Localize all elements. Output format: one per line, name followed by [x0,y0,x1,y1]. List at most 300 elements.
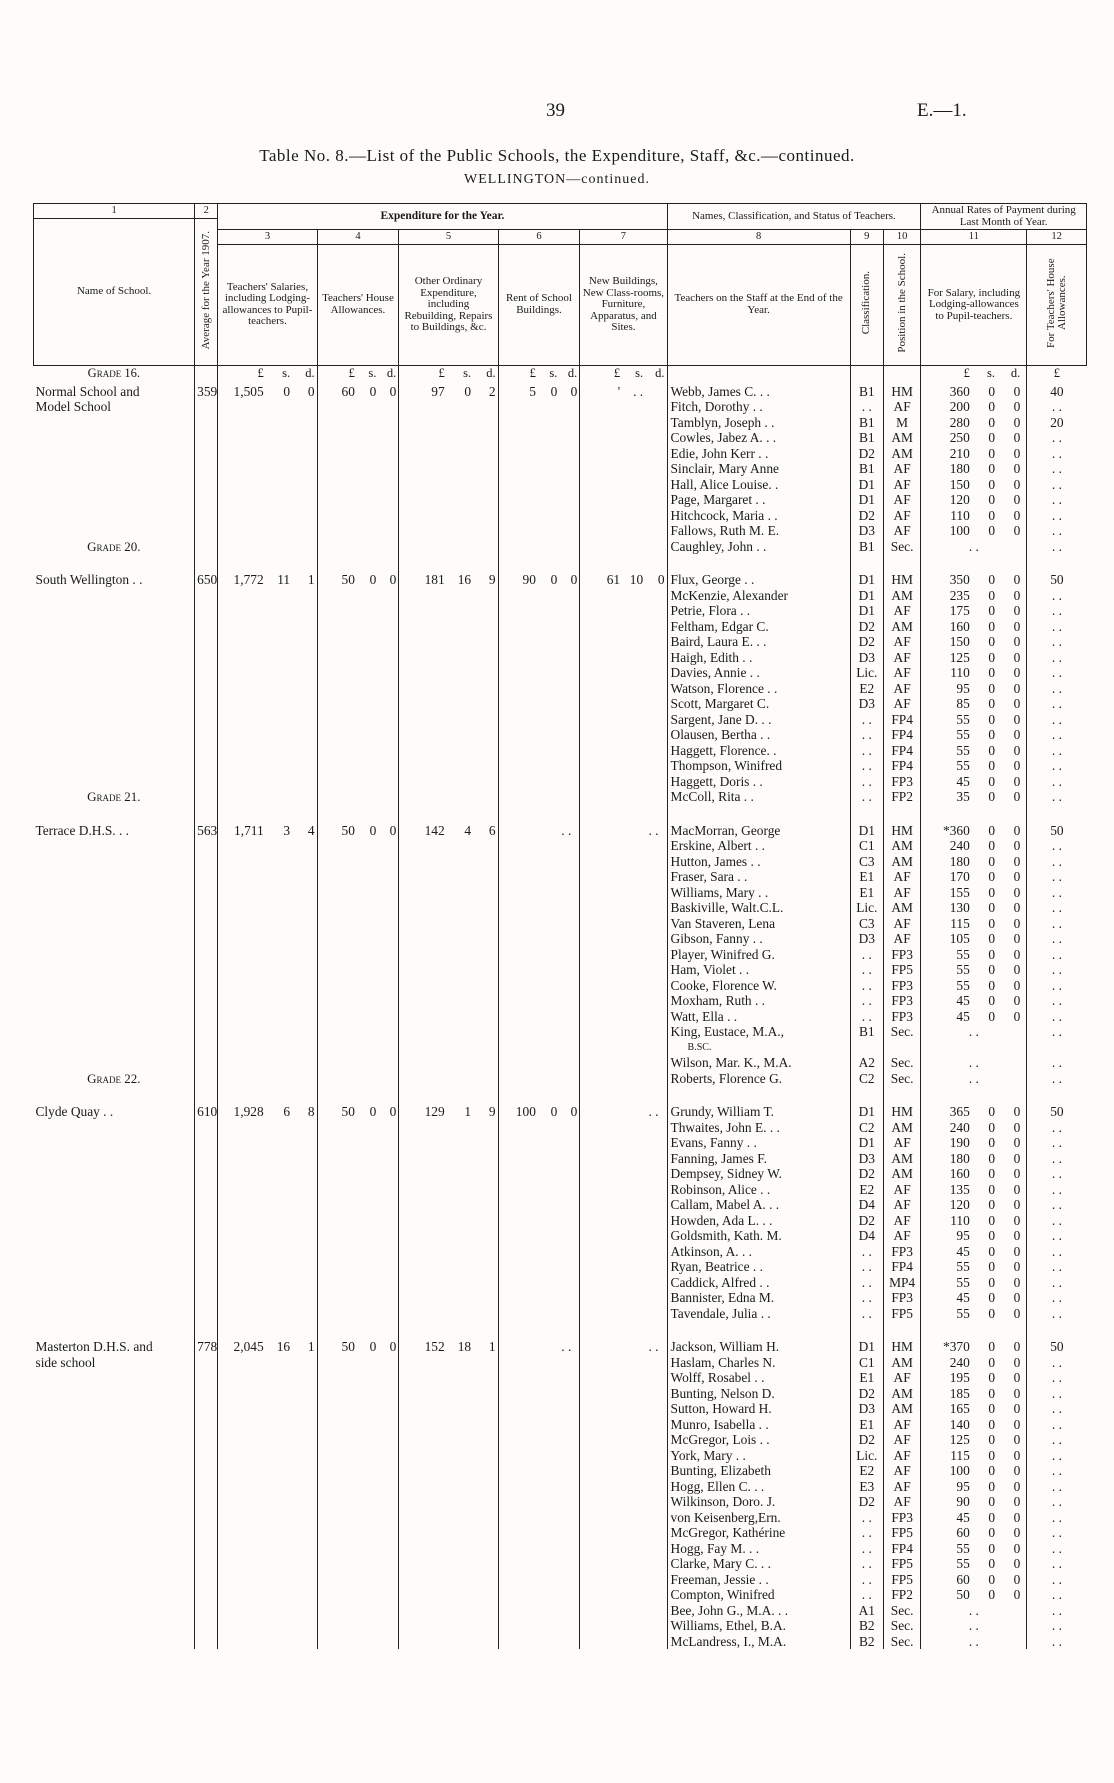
new-buildings-amount [580,1417,667,1433]
teacher-position: AF [883,1479,921,1495]
salary-rate: 110 0 0 [921,665,1027,681]
teacher-position: AF [883,461,921,477]
salaries-amount [218,743,317,759]
other-expenditure-amount [399,1618,498,1634]
school-name [34,1618,195,1634]
teacher-position: FP3 [883,1510,921,1526]
school-name [34,1151,195,1167]
table-row [34,508,1087,524]
teacher-classification: D3 [850,931,883,947]
salaries-amount [218,681,317,697]
rent-amount [498,1024,580,1040]
new-buildings-amount [580,1024,667,1040]
school-name [34,758,195,774]
house-allowance-rate: . . [1027,931,1087,947]
house-allowance-rate: . . [1027,758,1087,774]
teacher-name: Jackson, William H. [667,1339,850,1355]
table-row [34,1417,1087,1433]
house-allowance-amount [317,1634,399,1650]
table-row [34,727,1087,743]
salaries-amount [218,962,317,978]
average-attendance [195,461,218,477]
table-row [34,665,1087,681]
teacher-classification: D3 [850,1151,883,1167]
other-expenditure-amount [399,650,498,666]
new-buildings-amount [580,1135,667,1151]
average-attendance [195,415,218,431]
average-attendance [195,619,218,635]
col-7-number: 7 [580,230,667,245]
house-allowance-amount [317,900,399,916]
salaries-amount [218,931,317,947]
house-allowance-amount [317,1370,399,1386]
teacher-position: AF [883,650,921,666]
house-allowance-rate: . . [1027,1024,1087,1040]
salaries-amount [218,947,317,963]
house-allowance-amount [317,1197,399,1213]
house-allowance-rate: . . [1027,1071,1087,1087]
school-name [34,1525,195,1541]
salary-rate: 250 0 0 [921,430,1027,446]
house-allowance-amount [317,1290,399,1306]
new-buildings-header: New Buildings, New Class-rooms, Furniture, Apparatus, and Sites. [580,245,667,366]
new-buildings-amount: . . [580,1104,667,1120]
salary-rate: . . [921,1024,1027,1040]
teacher-position: FP3 [883,1290,921,1306]
other-expenditure-amount [399,1541,498,1557]
rent-amount [498,962,580,978]
average-attendance [195,1120,218,1136]
salary-rate: 240 0 0 [921,1120,1027,1136]
house-allowance-amount [317,492,399,508]
average-attendance [195,477,218,493]
table-row [34,1213,1087,1229]
teacher-classification: . . [850,1572,883,1588]
average-attendance [195,1182,218,1198]
average-attendance [195,1603,218,1619]
teacher-position: AM [883,1355,921,1371]
salaries-amount [218,1135,317,1151]
salaries-amount [218,415,317,431]
other-expenditure-amount [399,1244,498,1260]
rent-amount [498,885,580,901]
table-row [34,885,1087,901]
average-attendance [195,1479,218,1495]
salary-rate: 170 0 0 [921,869,1027,885]
school-name [34,947,195,963]
average-header: Average for the Year 1907. [195,219,218,366]
teacher-classification: . . [850,789,883,805]
school-name [34,1135,195,1151]
teacher-name: Wilson, Mar. K., M.A. [667,1055,850,1071]
rent-amount [498,1448,580,1464]
average-attendance [195,1525,218,1541]
teacher-position: FP2 [883,789,921,805]
new-buildings-amount [580,743,667,759]
table-row [34,1510,1087,1526]
salaries-amount [218,900,317,916]
rent-amount [498,1244,580,1260]
house-allowance-amount [317,1166,399,1182]
teacher-classification: A2 [850,1055,883,1071]
table-body [34,365,1087,1649]
other-expenditure-amount [399,415,498,431]
average-attendance [195,492,218,508]
teacher-classification: . . [850,947,883,963]
rent-amount [498,1618,580,1634]
house-allowance-amount [317,774,399,790]
house-allowance-amount [317,1401,399,1417]
other-expenditure-amount [399,774,498,790]
house-allowance-rate: . . [1027,838,1087,854]
teacher-position: FP3 [883,993,921,1009]
school-name [34,588,195,604]
teacher-position: AF [883,1197,921,1213]
average-attendance [195,508,218,524]
table-row [34,869,1087,885]
teacher-name: Thompson, Winifred [667,758,850,774]
teacher-name: Callam, Mabel A. . . [667,1197,850,1213]
rent-amount [498,869,580,885]
salary-rate: 195 0 0 [921,1370,1027,1386]
salary-rate: 95 0 0 [921,1479,1027,1495]
teacher-classification: . . [850,1009,883,1025]
salaries-amount [218,588,317,604]
teacher-classification: D1 [850,477,883,493]
teacher-name: Fitch, Dorothy . . [667,399,850,415]
table-row [34,1024,1087,1040]
salary-rate: 95 0 0 [921,1228,1027,1244]
teacher-name: Davies, Annie . . [667,665,850,681]
other-expenditure-amount [399,539,498,555]
salaries-amount [218,1244,317,1260]
grade-label: Grade 22. [34,1071,195,1087]
teacher-classification: D1 [850,588,883,604]
teacher-name: Baskiville, Walt.C.L. [667,900,850,916]
new-buildings-amount [580,1166,667,1182]
average-attendance [195,1055,218,1071]
table-title: Table No. 8.—List of the Public Schools, the Expenditure, Staff, &c.—continued. [259,146,855,165]
other-expenditure-amount [399,1009,498,1025]
rent-amount [498,1355,580,1371]
teacher-classification: E1 [850,885,883,901]
house-allowance-rate: . . [1027,1355,1087,1371]
rent-amount [498,508,580,524]
school-name [34,1040,195,1056]
teacher-classification: D1 [850,572,883,588]
table-row [34,758,1087,774]
rent-amount [498,1432,580,1448]
new-buildings-amount [580,492,667,508]
house-allowance-amount [317,962,399,978]
rent-amount [498,650,580,666]
school-name [34,681,195,697]
rent-amount [498,430,580,446]
salary-rate: 185 0 0 [921,1386,1027,1402]
teacher-classification: D2 [850,508,883,524]
salaries-amount [218,1055,317,1071]
average-attendance [195,978,218,994]
house-allowance-rate: . . [1027,681,1087,697]
new-buildings-amount [580,1603,667,1619]
teacher-name: Bee, John G., M.A. . . [667,1603,850,1619]
teacher-name: Williams, Mary . . [667,885,850,901]
table-row [34,743,1087,759]
salaries-amount [218,1541,317,1557]
rent-amount [498,789,580,805]
house-allowance-amount [317,758,399,774]
other-expenditure-amount [399,758,498,774]
rent-amount [498,1541,580,1557]
house-allowance-amount [317,399,399,415]
average-attendance: 610 [195,1104,218,1120]
salaries-amount [218,854,317,870]
house-allowance-rate: . . [1027,1432,1087,1448]
rent-amount [498,446,580,462]
salary-rate: . . [921,1055,1027,1071]
teacher-classification: E3 [850,1479,883,1495]
table-row [34,492,1087,508]
average-attendance [195,603,218,619]
house-allowance-rate: . . [1027,1618,1087,1634]
rent-amount [498,1120,580,1136]
teacher-name: King, Eustace, M.A., [667,1024,850,1040]
other-expenditure-amount [399,993,498,1009]
teacher-classification: . . [850,1525,883,1541]
teacher-name: Ham, Violet . . [667,962,850,978]
teacher-classification: . . [850,1244,883,1260]
table-row [34,572,1087,588]
document-reference: E.—1. [917,100,967,121]
other-expenditure-amount [399,1182,498,1198]
salaries-amount: 1,772 11 1 [218,572,317,588]
house-allowance-amount [317,588,399,604]
average-attendance [195,1228,218,1244]
average-attendance [195,1572,218,1588]
salaries-amount [218,1306,317,1322]
new-buildings-amount [580,900,667,916]
average-attendance [195,430,218,446]
new-buildings-amount [580,1556,667,1572]
teacher-position: AF [883,1370,921,1386]
rent-amount [498,1166,580,1182]
teacher-classification: . . [850,978,883,994]
school-name [34,993,195,1009]
school-name [34,1120,195,1136]
house-allowance-rate: 50 [1027,1104,1087,1120]
other-expenditure-amount [399,1135,498,1151]
rent-amount [498,523,580,539]
salaries-amount [218,665,317,681]
other-expenditure-amount [399,854,498,870]
teacher-name: Evans, Fanny . . [667,1135,850,1151]
teacher-position: AF [883,1494,921,1510]
other-expenditure-amount [399,1401,498,1417]
new-buildings-amount [580,1228,667,1244]
salary-rate: 125 0 0 [921,1432,1027,1448]
table-row [34,1166,1087,1182]
other-expenditure-amount [399,1370,498,1386]
house-allowance-rate: . . [1027,1494,1087,1510]
table-row [34,1525,1087,1541]
school-name [34,477,195,493]
salaries-amount [218,1275,317,1291]
other-expenditure-amount [399,1228,498,1244]
teacher-position: AF [883,1463,921,1479]
new-buildings-amount [580,1494,667,1510]
teacher-name: Gibson, Fanny . . [667,931,850,947]
other-expenditure-amount [399,1120,498,1136]
house-allowance-rate: . . [1027,1556,1087,1572]
school-name [34,1244,195,1260]
salary-rate: 235 0 0 [921,588,1027,604]
table-row [34,1135,1087,1151]
teacher-classification: C3 [850,916,883,932]
salary-rate: 35 0 0 [921,789,1027,805]
house-allowance-amount [317,1556,399,1572]
other-expenditure-amount [399,789,498,805]
new-buildings-amount [580,1009,667,1025]
teacher-position: Sec. [883,1071,921,1087]
teacher-position: AF [883,634,921,650]
other-expenditure-amount [399,399,498,415]
teacher-classification: C3 [850,854,883,870]
salary-rate: 175 0 0 [921,603,1027,619]
salary-rate: . . [921,1071,1027,1087]
teacher-classification: D2 [850,1386,883,1402]
new-buildings-amount [580,508,667,524]
other-expenditure-amount [399,1197,498,1213]
teacher-classification: E1 [850,869,883,885]
rent-amount [498,1071,580,1087]
new-buildings-amount: 61 10 0 [580,572,667,588]
new-buildings-amount [580,1040,667,1056]
teacher-name: Tamblyn, Joseph . . [667,415,850,431]
house-allowance-amount [317,1228,399,1244]
rent-amount [498,1401,580,1417]
school-name [34,931,195,947]
rent-amount [498,1213,580,1229]
rent-amount [498,854,580,870]
school-name [34,1572,195,1588]
salary-rate: 180 0 0 [921,854,1027,870]
house-allowance-amount [317,634,399,650]
other-expenditure-amount [399,1166,498,1182]
salaries-amount [218,603,317,619]
salaries-amount [218,1448,317,1464]
salaries-amount [218,1432,317,1448]
other-expenditure-amount [399,446,498,462]
teacher-name: Caughley, John . . [667,539,850,555]
house-allowance-amount [317,665,399,681]
teacher-position: FP2 [883,1587,921,1603]
table-row [34,539,1087,555]
school-name [34,619,195,635]
table-row [34,1339,1087,1355]
house-allowance-amount [317,931,399,947]
other-expenditure-amount [399,696,498,712]
school-name [34,634,195,650]
house-allowance-rate: . . [1027,1290,1087,1306]
teacher-position: AF [883,869,921,885]
teacher-position: Sec. [883,1024,921,1040]
house-allowance-amount [317,1386,399,1402]
salaries-amount [218,1510,317,1526]
house-allowance-amount [317,1463,399,1479]
average-attendance [195,1355,218,1371]
rent-amount [498,1259,580,1275]
salaries-amount [218,1355,317,1371]
teacher-classification: B1 [850,1024,883,1040]
house-allowance-rate: . . [1027,885,1087,901]
teacher-classification: D3 [850,650,883,666]
other-expenditure-amount [399,523,498,539]
salaries-amount [218,978,317,994]
salaries-amount: 1,505 0 0 [218,384,317,400]
table-row [34,1228,1087,1244]
teacher-position: HM [883,1104,921,1120]
average-attendance [195,1417,218,1433]
salaries-amount [218,1370,317,1386]
schools-table [33,203,1087,1649]
salary-rate: 45 0 0 [921,1244,1027,1260]
table-row [34,1463,1087,1479]
rent-amount [498,1275,580,1291]
teacher-position: AF [883,665,921,681]
house-allowance-rate: . . [1027,774,1087,790]
new-buildings-amount [580,1525,667,1541]
table-row [34,1182,1087,1198]
house-allowance-amount [317,446,399,462]
grade-label: Grade 16. [34,365,195,384]
table-row [34,993,1087,1009]
salaries-amount [218,1556,317,1572]
house-allowance-rate: . . [1027,1370,1087,1386]
rent-amount [498,978,580,994]
salary-rate: 95 0 0 [921,681,1027,697]
teacher-classification: . . [850,1510,883,1526]
other-expenditure-amount [399,603,498,619]
house-allowance-rate: . . [1027,603,1087,619]
new-buildings-amount [580,619,667,635]
teacher-classification: . . [850,1259,883,1275]
new-buildings-amount [580,1572,667,1588]
house-allowance-rate [1027,1040,1087,1056]
house-allowance-rate: . . [1027,789,1087,805]
house-allowance-amount [317,1040,399,1056]
school-name [34,461,195,477]
rent-amount: 100 0 0 [498,1104,580,1120]
average-attendance [195,947,218,963]
teacher-name: Moxham, Ruth . . [667,993,850,1009]
average-attendance [195,885,218,901]
salaries-amount [218,650,317,666]
teacher-classification: D3 [850,523,883,539]
school-name [34,1386,195,1402]
teacher-position: FP4 [883,712,921,728]
teacher-name: Grundy, William T. [667,1104,850,1120]
teacher-name: Cooke, Florence W. [667,978,850,994]
teacher-classification: . . [850,1541,883,1557]
school-name [34,430,195,446]
teacher-classification: B1 [850,384,883,400]
new-buildings-amount [580,603,667,619]
house-allowance-amount [317,461,399,477]
salary-rate: 85 0 0 [921,696,1027,712]
school-name [34,415,195,431]
new-buildings-amount [580,1510,667,1526]
table-row [34,1448,1087,1464]
